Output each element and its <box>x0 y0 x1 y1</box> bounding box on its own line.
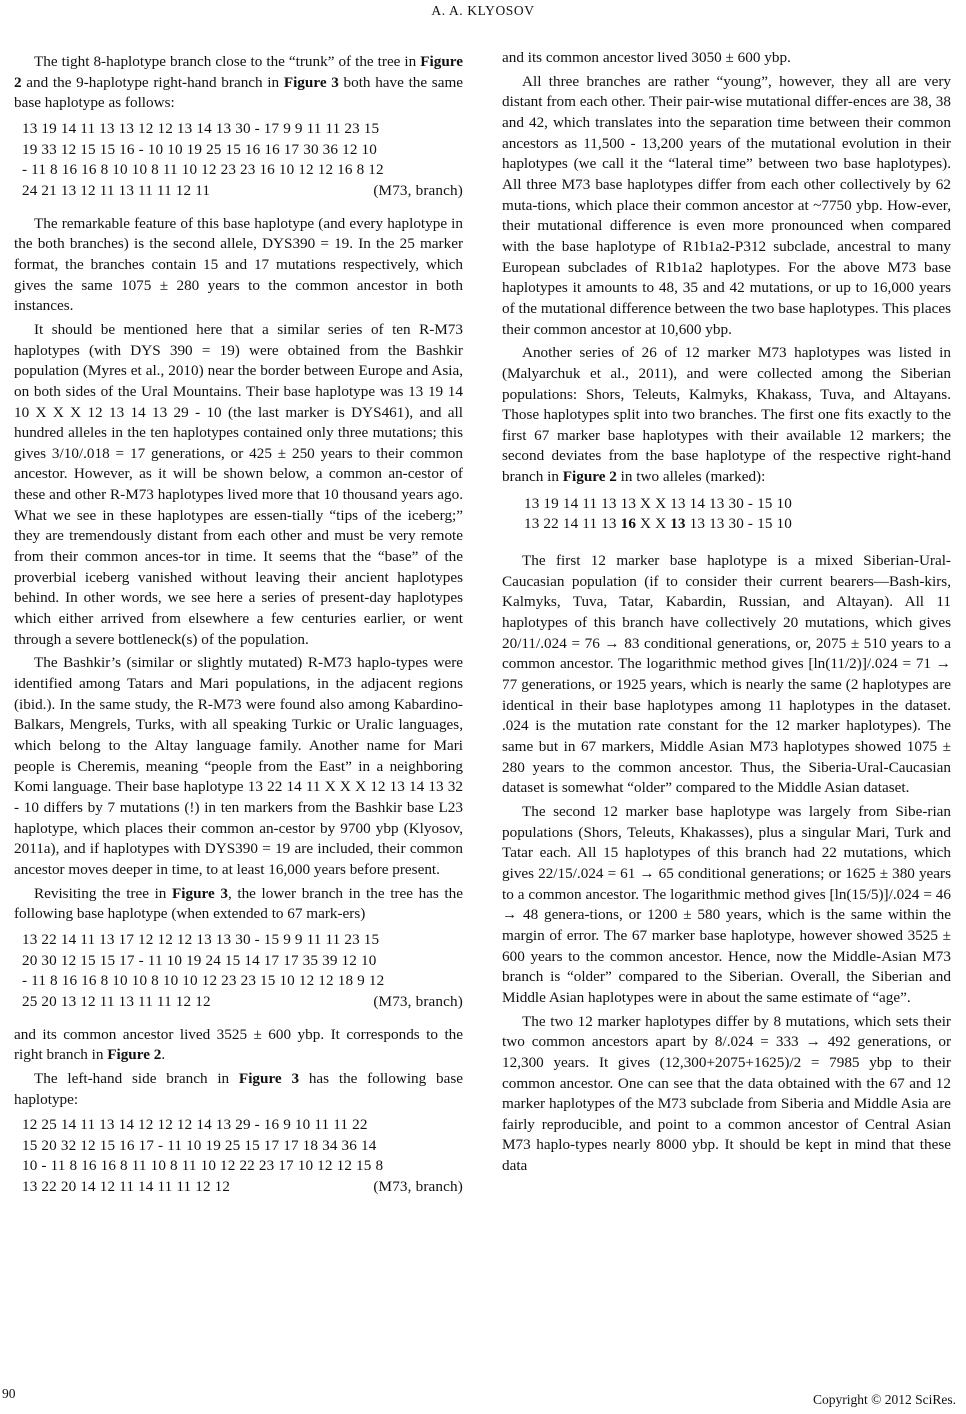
haplotype-tag: (M73, branch) <box>373 181 463 199</box>
haplotype-line: 15 20 32 12 15 16 17 - 11 10 19 25 15 17 17 18 34 36 14 <box>22 1136 377 1154</box>
haplotype-tag: (M73, branch) <box>373 1178 463 1196</box>
paragraph: The first 12 marker base haplotype is a mixed Siberian-Ural-Caucasian population (if to consider their current bearers—Bash-kirs, Kalmyks, Tuva, Tatar, Kabardin, Russian, and Altayan). All 11 haplotypes of this branch have collectively 20 mutations, which gives 20/11/.024 = 76 → 83 conditional generations, or, 2075 ± 510 years to a common ancestor. The logarithmic method gives [ln(11/2)]/.024 = 71 → 77 generations, or 1925 years, which is nearly the same (2 haplotypes are identical in their base haplotypes among 11 haplotypes in the dataset. .024 is the mutation rate constant for the 12 marker haplotypes). The same but in 67 markers, Middle Asian M73 haplotypes showed 1075 ± 280 years to the common ancestor. Thus, the Siberia-Ural-Caucasian dataset is somewhat “older” compared to the Middle Asian dataset. <box>502 552 951 797</box>
paragraph: The Bashkir’s (similar or slightly mutated) R-M73 haplo-types were identified among Tatars and Mari populations, in the adjacent regions (ibid.). In the same study, the R-M73 were found also among Kabardino-Balkars, Mengrels, Turks, with all speaking Turkic or Uralic languages, which belong to the Altay language family. Another name for Mari people is Cheremis, meaning “people from the East” in a neighboring Komi language. Their base haplotype 13 22 14 11 X X X 12 13 14 13 32 - 10 differs by 7 mutations (!) in ten markers from the Bashkir base L23 haplotype, which places their common an-cestor by 9700 ybp (Klyosov, 2011a), and if haplotypes with DYS390 = 19 are included, their common ancestor moves deeper in time, to at least 16,000 years before present. <box>14 654 463 878</box>
haplotype-line: 24 21 13 12 11 13 11 11 12 11 <box>22 181 211 199</box>
haplotype-line: 10 - 11 8 16 16 8 11 10 8 11 10 12 22 23 17 10 12 12 15 8 <box>22 1157 384 1175</box>
haplotype-block <box>14 119 463 202</box>
haplotype-line: 25 20 13 12 11 13 11 11 12 12 <box>22 992 211 1010</box>
haplotype-line: 13 19 14 11 13 13 X X 13 14 13 30 - 15 10 <box>524 494 792 512</box>
paragraph: Revisiting the tree in Figure 3, the lower branch in the tree has the following base haplotype (when extended to 67 mark-ers) <box>14 884 463 923</box>
paragraph: The two 12 marker haplotypes differ by 8 mutations, which sets their two common ancestors apart by 8/.024 = 333 → 492 generations, or 12,300 years. It gives (12,300+2075+1625)/2 = 7985 ybp to their common ancestor. One can see that the data obtained with the 67 and 12 marker haplotypes of the M73 subclade from Siberia and Middle Asia are fairly reproducible, and point to a common ancestor of Central Asian M73 haplo-types nearly 8000 ybp. It should be kept in mind that these data <box>502 1012 951 1175</box>
haplotype-line: 12 25 14 11 13 14 12 12 12 14 13 29 - 16 9 10 11 11 22 <box>22 1116 368 1134</box>
figure-ref: Figure 3 <box>172 884 228 902</box>
figure-ref: Figure 3 <box>238 1069 300 1087</box>
paragraph: The second 12 marker base haplotype was largely from Sibe-rian populations (Shors, Teleuts, Khakasses), plus a singular Mari, Turk and Tatar each. All 15 haplotypes of this branch had 22 mutations, which gives 22/15/.024 = 61 → 65 conditional generations; or 1625 ± 380 years to a common ancestor. The logarithmic method gives [ln(15/5)]/.024 = 46 → 48 genera-tions, or 1200 ± 580 years, which is the same within the margin of error. The 67 marker base haplotype, however showed 3525 ± 600 years to the common ancestor. Hence, now the Middle-Asian M73 branch is “older” compared to the Siberian. Overall, the Siberian and Middle Asian haplotypes were in about the same estimate of “age”. <box>502 802 951 1006</box>
haplotype-block <box>502 494 951 535</box>
figure-ref: Figure 3 <box>283 73 339 91</box>
paragraph: The tight 8-haplotype branch close to the “trunk” of the tree in Figure 2 and the 9-haplotype right-hand branch in Figure 3 both have the same base haplotype as follows: <box>14 53 464 112</box>
haplotype-line: 13 22 14 11 13 17 12 12 12 13 13 30 - 15 9 9 11 11 23 15 <box>22 930 380 948</box>
haplotype-block <box>14 930 463 1013</box>
paragraph: The left-hand side branch in Figure 3 has the following base haplotype: <box>14 1069 463 1108</box>
paragraph: It should be mentioned here that a similar series of ten R-M73 haplotypes (with DYS 390 = 19) were obtained from the Bashkir population (Myres et al., 2010) near the border between Europe and Asia, on both sides of the Ural Mountains. Their base haplotype was 13 19 14 10 X X X 12 13 14 13 29 - 10 (the last marker is DYS461), and all hundred alleles in the ten haplotypes contained only three mutations; this gives 3/10/.018 = 17 generations, or 425 ± 250 years to their common ancestor. However, as it will be shown below, a common an-cestor of these and other R-M73 haplotypes lived more that 10 thousand years ago. What we see in these haplotypes are essen-tially “tips of the iceberg;” they are tremendously distant from each other and must be very remote from their common ances-tor in time. It seems that the “base” of the proverbial iceberg vanished without leaving their ancient haplotypes behind. In other words, we see here a series of present-day haplotypes which either arrived from elsewhere a few centuries earlier, or went through a severe bottleneck(s) of the population. <box>14 320 463 648</box>
paragraph: and its common ancestor lived 3525 ± 600 ybp. It corresponds to the right branch in Figure 2. <box>14 1025 463 1064</box>
marked-allele: 16 <box>620 515 637 533</box>
haplotype-tag: (M73, branch) <box>373 992 463 1010</box>
copyright: Copyright © 2012 SciRes. <box>812 1392 956 1407</box>
haplotype-line: 13 19 14 11 13 13 12 12 13 14 13 30 - 17 9 9 11 11 23 15 <box>22 119 380 137</box>
left-column <box>14 52 463 1210</box>
paragraph: All three branches are rather “young”, however, they all are very distant from each other. Their pair-wise mutational differ-ences are 38, 38 and 42, which translates into the separation time between their common ancestors as 11,500 - 13,200 years of the mutational evolution in their haplotypes (we call it the “lateral time” between two base haplotypes). All three M73 base haplotypes differ from each other collectively by 62 muta-tions, which place their common ancestor at ~7750 ybp. How-ever, their mutational difference is even more pronounced when compared with the base haplotype of R1b1a2-P312 subclade, ancestral to many European subclades of R1b1a2 haplotypes. For the above M73 base haplotypes it amounts to 48, 35 and 42 mutations, or up to 16,000 years of the mutational difference between the two base haplotypes. This places their common ancestor at 10,600 ybp. <box>502 72 951 338</box>
haplotype-line: 13 22 14 11 13 16 X X 13 13 13 30 - 15 10 <box>524 515 793 533</box>
haplotype-line: - 11 8 16 16 8 10 10 8 10 10 12 23 23 15 10 12 12 18 9 12 <box>22 972 385 990</box>
paragraph: The remarkable feature of this base haplotype (and every haplotype in the both branches) is the second allele, DYS390 = 19. In the 25 marker format, the branches contain 15 and 17 mutations respectively, which gives the same 1075 ± 280 years to the common ancestor in both instances. <box>14 214 463 315</box>
marked-allele: 13 <box>670 515 686 533</box>
haplotype-line: 20 30 12 15 15 17 - 11 10 19 24 15 14 17 17 35 39 12 10 <box>22 951 377 969</box>
page-number: 90 <box>2 1386 16 1401</box>
haplotype-line: 13 22 20 14 12 11 14 11 11 12 12 <box>22 1178 231 1196</box>
right-column <box>502 48 951 1180</box>
haplotype-block <box>14 1115 463 1198</box>
figure-ref: Figure 2 <box>562 468 617 486</box>
haplotype-line: 19 33 12 15 15 16 - 10 10 19 25 15 16 16 17 30 36 12 10 <box>22 140 378 158</box>
figure-ref: Figure 2 <box>14 53 463 91</box>
figure-ref: Figure 2 <box>107 1046 162 1064</box>
paragraph: and its common ancestor lived 3050 ± 600 ybp. <box>502 49 791 66</box>
running-title: A. A. KLYOSOV <box>431 3 535 18</box>
paragraph: Another series of 26 of 12 marker M73 haplotypes was listed in (Malyarchuk et al., 2011), and were collected among the Siberian populations: Shors, Teleuts, Kalmyks, Khakass, Tuva, and Altayans. Those haplotypes split into two branches. The first one fits exactly to the first 67 marker base haplotypes with their available 12 markers; the second deviates from the base haplotype of the respective right-hand branch in Figure 2 in two alleles (marked): <box>502 344 951 486</box>
haplotype-line: - 11 8 16 16 8 10 10 8 11 10 12 23 23 16 10 12 12 16 8 12 <box>22 161 384 179</box>
